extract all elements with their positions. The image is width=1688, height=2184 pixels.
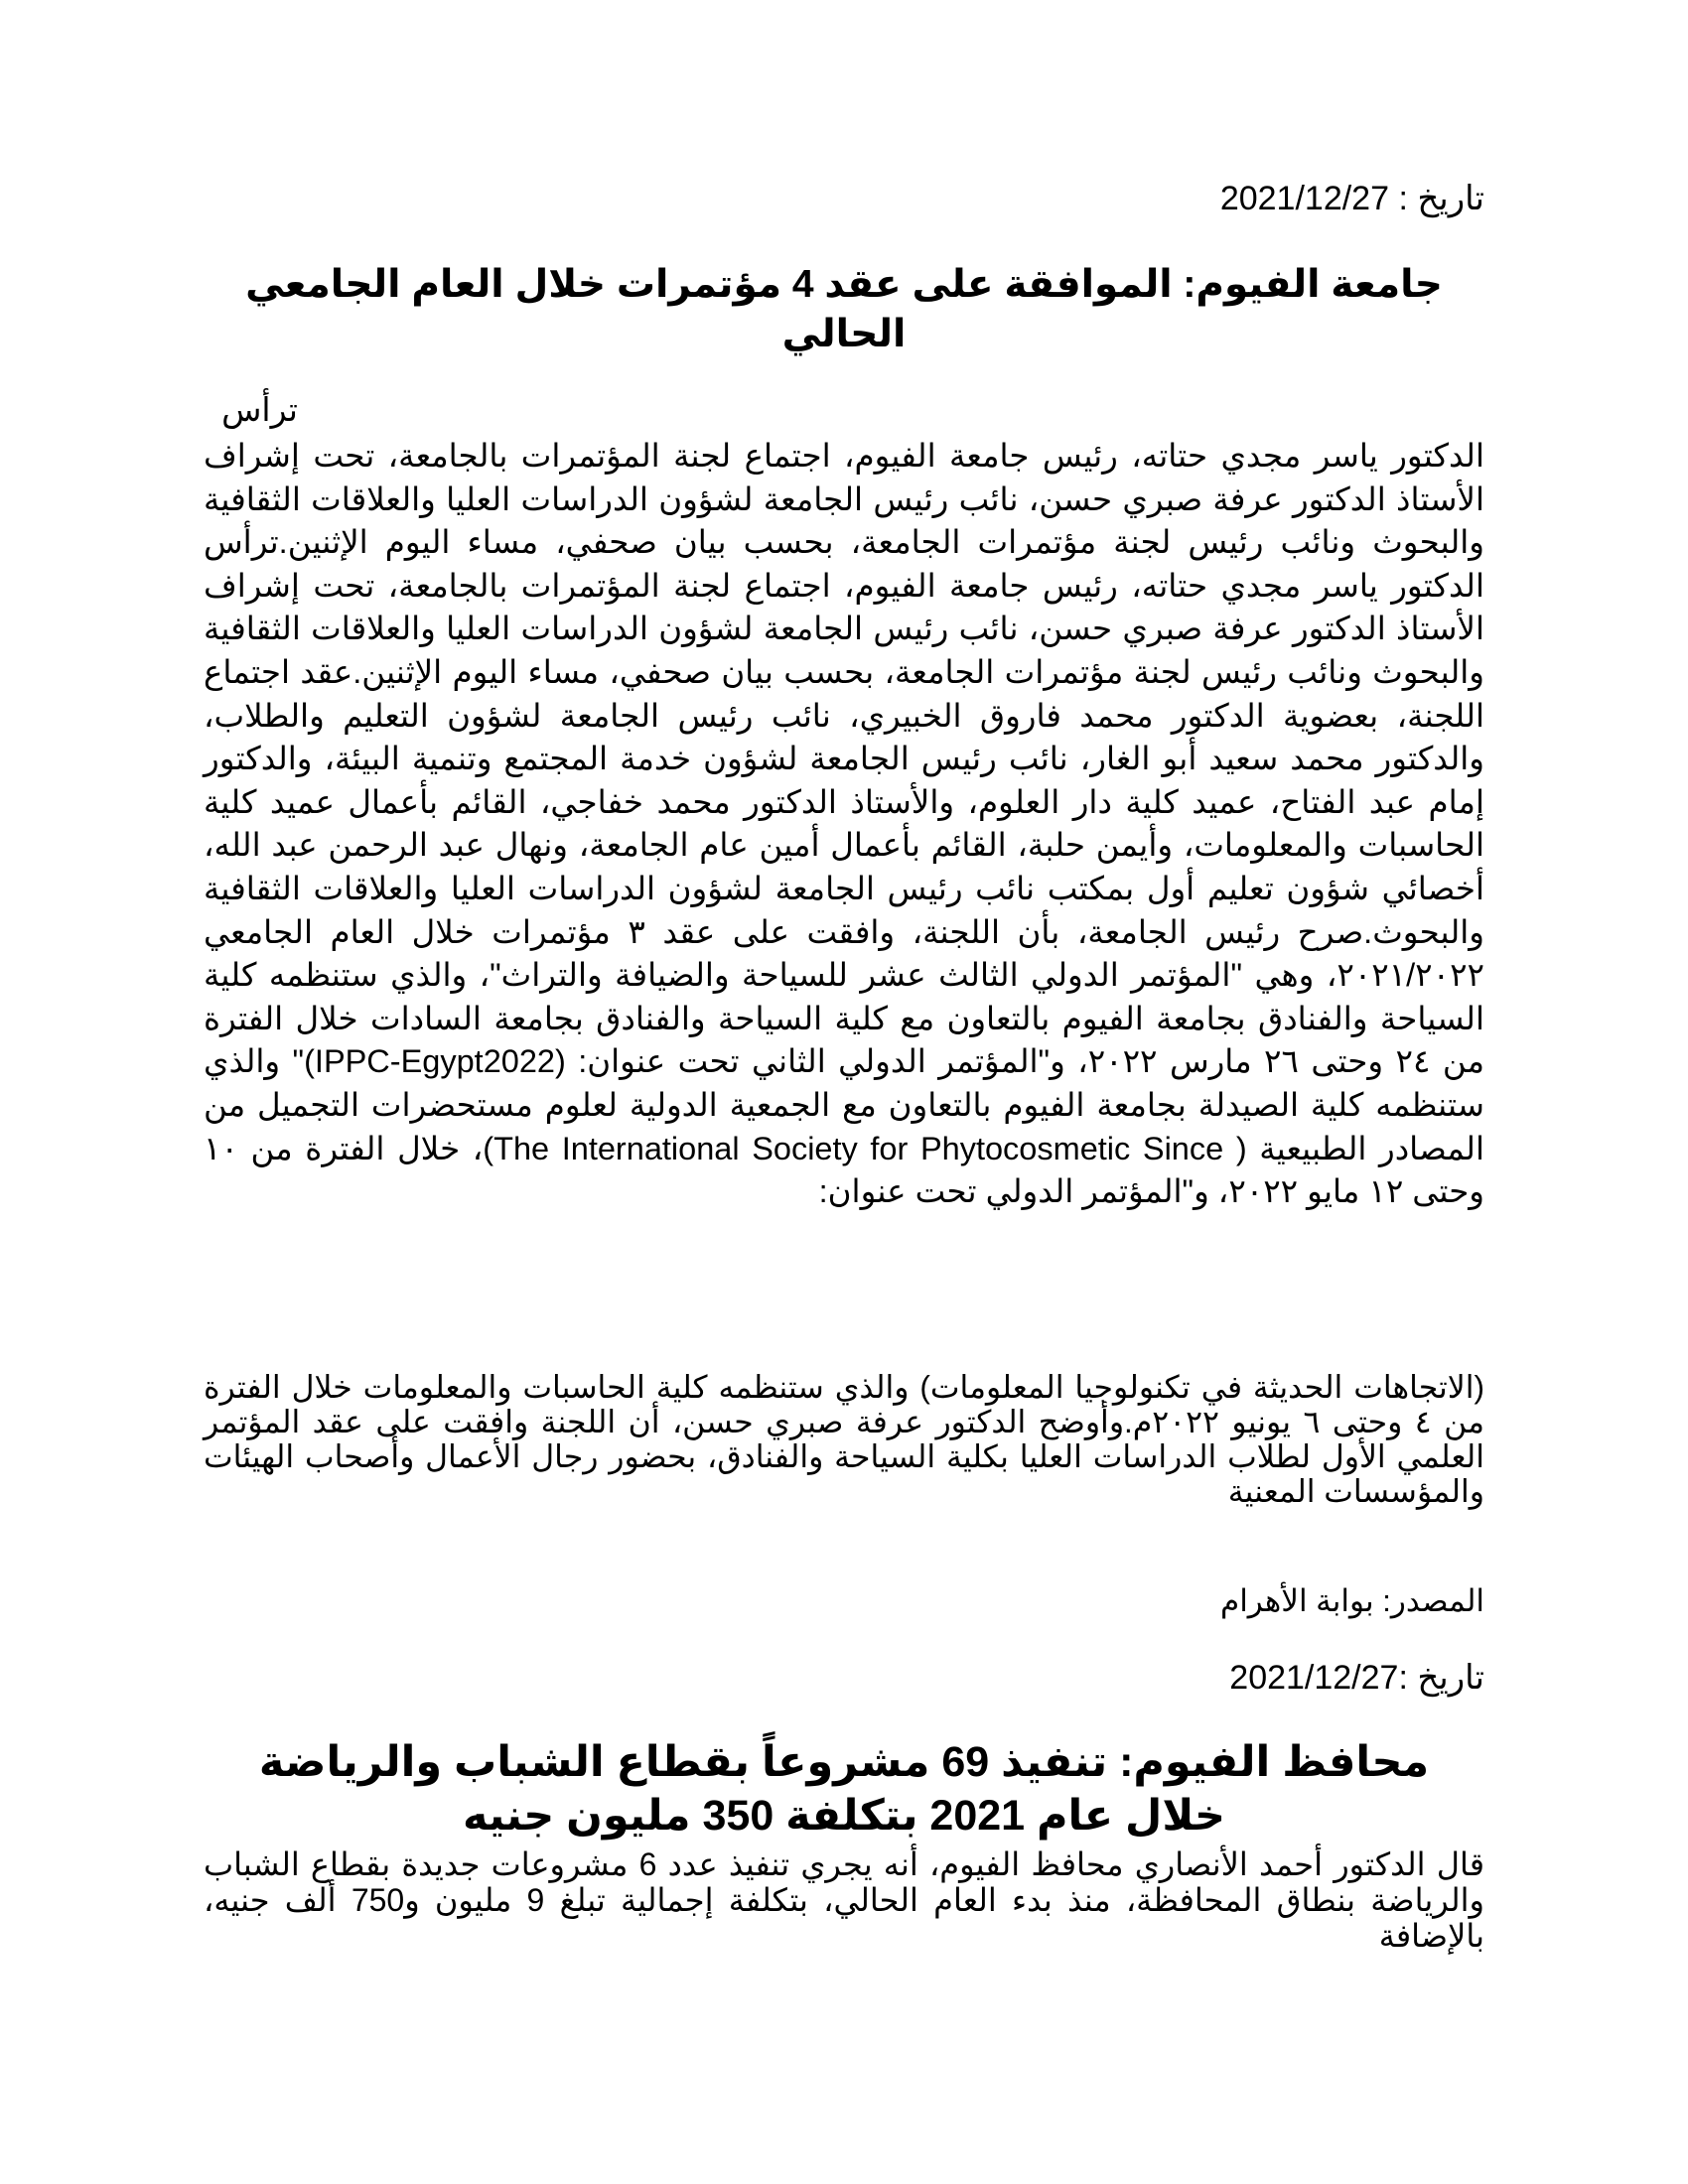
article2-title: محافظ الفيوم: تنفيذ 69 مشروعاً بقطاع الشباب والرياضة خلال عام 2021 بتكلفة 350 مليون جنيه (258, 1738, 1430, 1840)
article2-paragraph-1: قال الدكتور أحمد الأنصاري محافظ الفيوم، أنه يجري تنفيذ عدد 6 مشروعات جديدة بقطاع الشباب والرياضة بنطاق المحافظة، منذ بدء العام الحالي، بتكلفة إجمالية تبلغ 9 مليون و750 ألف جنيه، بالإضافة (204, 1846, 1485, 1954)
article1-paragraph-1: الدكتور ياسر مجدي حتاته، رئيس جامعة الفيوم، اجتماع لجنة المؤتمرات بالجامعة، تحت إشراف الأستاذ الدكتور عرفة صبري حسن، نائب رئيس الجامعة لشؤون الدراسات العليا والعلاقات الثقافية والبحوث ونائب رئيس لجنة مؤتمرات الجامعة، بحسب بيان صحفي، مساء اليوم الإثنين.ترأس الدكتور ياسر مجدي حتاته، رئيس جامعة الفيوم، اجتماع لجنة المؤتمرات بالجامعة، تحت إشراف الأستاذ الدكتور عرفة صبري حسن، نائب رئيس الجامعة لشؤون الدراسات العليا والعلاقات الثقافية والبحوث ونائب رئيس لجنة مؤتمرات الجامعة، بحسب بيان صحفي، مساء اليوم الإثنين.عقد اجتماع اللجنة، بعضوية الدكتور محمد فاروق الخبيري، نائب رئيس الجامعة لشؤون التعليم والطلاب، والدكتور محمد سعيد أبو الغار، نائب رئيس الجامعة لشؤون خدمة المجتمع وتنمية البيئة، والدكتور إمام عبد الفتاح، عميد كلية دار العلوم، والأستاذ الدكتور محمد خفاجي، القائم بأعمال عميد كلية الحاسبات والمعلومات، وأيمن حلبة، القائم بأعمال أمين عام الجامعة، ونهال عبد الرحمن عبد الله، أخصائي شؤون تعليم أول بمكتب نائب رئيس الجامعة لشؤون الدراسات العليا والعلاقات الثقافية والبحوث.صرح رئيس الجامعة، بأن اللجنة، وافقت على عقد ٣ مؤتمرات خلال العام الجامعي ٢٠٢١/٢٠٢٢، وهي "المؤتمر الدولي الثالث عشر للسياحة والضيافة والتراث"، والذي ستنظمه كلية السياحة والفنادق بجامعة الفيوم بالتعاون مع كلية السياحة والفنادق بجامعة السادات خلال الفترة من ٢٤ وحتى ٢٦ مارس ٢٠٢٢، و"المؤتمر الدولي الثاني تحت عنوان: (IPPC-Egypt2022)" والذي ستنظمه كلية الصيدلة بجامعة الفيوم بالتعاون مع الجمعية الدولية لعلوم مستحضرات التجميل من المصادر الطبيعية ( The International Society for Phytocosmetic Since)، خلال الفترة من ١٠ وحتى ١٢ مايو ٢٠٢٢، و"المؤتمر الدولي تحت عنوان: (204, 438, 1484, 1210)
article1-lead-word: ترأس (221, 391, 298, 428)
article1-paragraph-2: (الاتجاهات الحديثة في تكنولوجيا المعلومات) والذي ستنظمه كلية الحاسبات والمعلومات خلال الفترة من ٤ وحتى ٦ يونيو ٢٠٢٢م.وأوضح الدكتور عرفة صبري حسن، أن اللجنة وافقت على عقد المؤتمر العلمي الأول لطلاب الدراسات العليا بكلية السياحة والفنادق، بحضور رجال الأعمال وأصحاب الهيئات والمؤسسات المعنية (204, 1369, 1484, 1509)
article1-date: تاريخ : 2021/12/27 (1219, 180, 1484, 217)
article2-date: تاريخ :2021/12/27 (1229, 1659, 1484, 1697)
article1-source: المصدر: بوابة الأهرام (1220, 1583, 1484, 1618)
article1-title: جامعة الفيوم: الموافقة على عقد 4 مؤتمرات خلال العام الجامعي الحالي (245, 263, 1443, 355)
